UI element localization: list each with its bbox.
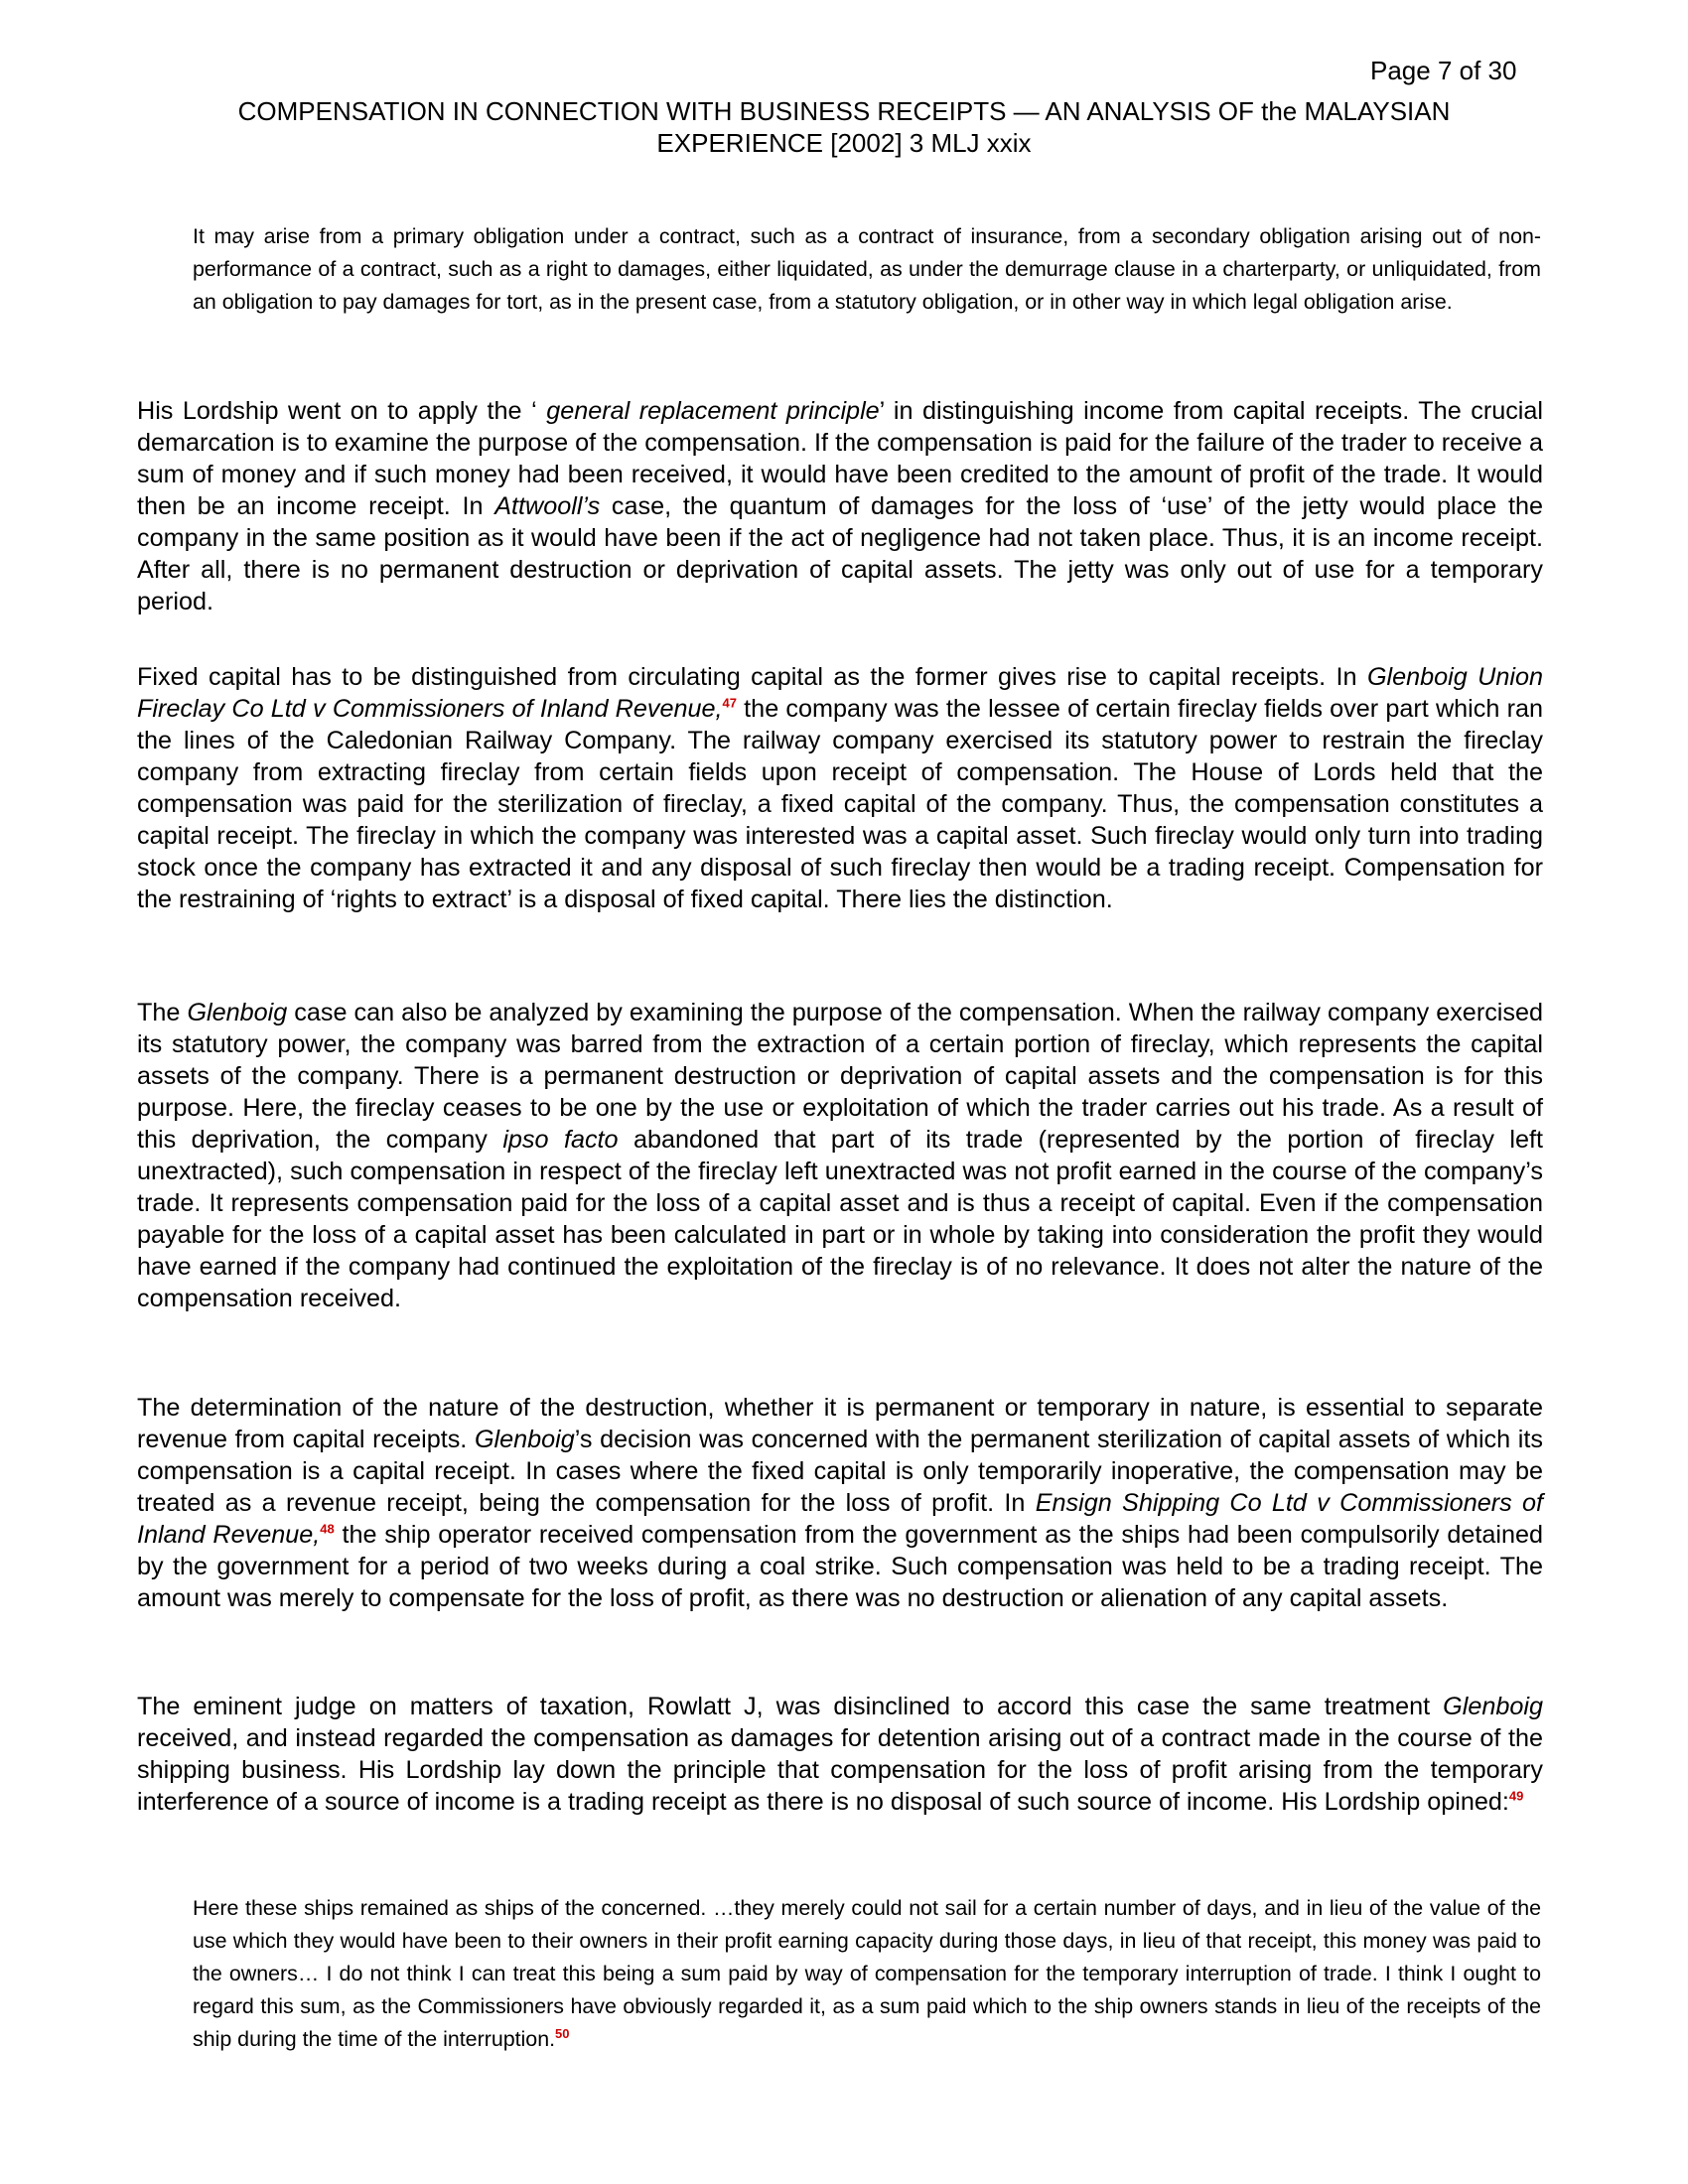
text-run: abandoned that part of its trade (represented by the portion of fireclay left unextracted), such compensation in respect of the fireclay left unextracted was not profit earned in the course of the company’s trade. It represents compensation paid for the loss of a capital asset and is thus a receipt of capital. Even if the compensation payable for the loss of a capital asset has been calculated in part or in whole by taking into consideration the profit they would have earned if the company had continued the exploitation of the fireclay is of no relevance. It does not alter the nature of the compensation received.: [137, 1126, 1544, 1312]
text-run: The: [137, 999, 188, 1026]
page-number: Page 7 of 30: [1370, 56, 1517, 85]
text-run: received, and instead regarded the compensation as damages for detention arising out of a contract made in the course of the shipping business. His Lordship lay down the principle that compensation for the loss of profit arising from the temporary interference of a source of income is a trading receipt as there is no disposal of such source of income. His Lordship opined:: [137, 1724, 1543, 1816]
paragraph-2: [137, 661, 1543, 915]
italic-term: general replacement principle: [546, 397, 880, 425]
paragraph-4: [137, 1392, 1543, 1614]
paragraph-3: [137, 997, 1543, 1314]
latin-term: ipso facto: [502, 1126, 619, 1154]
text-run: case can also be analyzed by examining the purpose of the compensation. When the railway company exercised its statutory power, the company was barred from the extraction of a certain portion of fireclay, which represents the capital assets of the company. There is a permanent destruction or deprivation of capital assets and the compensation is for this purpose. Here, the fireclay ceases to be one by the use or exploitation of which the trader carries out his trade. As a result of this deprivation, the company: [137, 999, 1544, 1154]
paragraph-5: [137, 1691, 1543, 1818]
block-quote-2: [193, 1892, 1541, 2056]
footnote-ref-50[interactable]: 50: [555, 2025, 570, 2041]
case-name: Ensign Shipping Co Ltd v Commissioners of Inland Revenue,: [137, 1489, 1544, 1549]
text-run: case, the quantum of damages for the loss of ‘use’ of the jetty would place the company in the same position as it would have been if the act of negligence had not taken place. Thus, it is an income receipt. After all, there is no permanent destruction or deprivation of capital assets. The jetty was only out of use for a temporary period.: [137, 492, 1543, 615]
text-run: the ship operator received compensation from the government as the ships had been compulsorily detained by the government for a period of two weeks during a coal strike. Such compensation was held to be a trading receipt. The amount was merely to compensate for the loss of profit, as there was no destruction or alienation of any capital assets.: [137, 1521, 1543, 1612]
footnote-ref-48[interactable]: 48: [320, 1521, 335, 1537]
text-run: the company was the lessee of certain fireclay fields over part which ran the lines of the Caledonian Railway Company. The railway company exercised its statutory power to restrain the fireclay company from extracting fireclay from certain fields upon receipt of compensation. The House of Lords held that the compensation was paid for the sterilization of fireclay, a fixed capital of the company. Thus, the compensation constitutes a capital receipt. The fireclay in which the company was interested was a capital asset. Such fireclay would only turn into trading stock once the company has extracted it and any disposal of such fireclay then would be a trading receipt. Compensation for the restraining of ‘rights to extract’ is a disposal of fixed capital. There lies the distinction.: [137, 695, 1543, 913]
block-quote-2-text: Here these ships remained as ships of the concerned. …they merely could not sail for a certain number of days, and in lieu of the value of the use which they would have been to their owners in their profit earning capacity during those days, in lieu of that receipt, this money was paid to the owners… I do not think I can treat this being a sum paid by way of compensation for the temporary interruption of trade. I think I ought to regard this sum, as the Commissioners have obviously regarded it, as a sum paid which to the ship owners stands in lieu of the receipts of the ship during the time of the interruption.: [193, 1896, 1541, 2051]
running-title: [169, 95, 1519, 159]
case-name: Glenboig: [187, 999, 288, 1026]
case-name: Glenboig Union Fireclay Co Ltd v Commissioners of Inland Revenue,: [137, 663, 1543, 723]
text-run: His Lordship went on to apply the ‘: [137, 397, 547, 425]
running-title-line-1: COMPENSATION IN CONNECTION WITH BUSINESS RECEIPTS — AN ANALYSIS OF the MALAYSIAN: [237, 96, 1451, 126]
footnote-ref-49[interactable]: 49: [1508, 1788, 1524, 1804]
block-quote-1-text: It may arise from a primary obligation under a contract, such as a contract of insurance, from a secondary obligation arising out of non-performance of a contract, such as a right to damages, either liquidated, as under the demurrage clause in a charterparty, or unliquidated, from an obligation to pay damages for tort, as in the present case, from a statutory obligation, or in other way in which legal obligation arise.: [193, 224, 1541, 314]
case-name: Glenboig: [1443, 1693, 1543, 1720]
text-run: ’ in distinguishing income from capital receipts. The crucial demarcation is to examine the purpose of the compensation. If the compensation is paid for the failure of the trader to receive a sum of money and if such money had been received, it would have been credited to the amount of profit of the trade. It would then be an income receipt. In: [137, 397, 1544, 520]
paragraph-1: [137, 395, 1543, 617]
footnote-ref-47[interactable]: 47: [722, 695, 737, 711]
text-run: The eminent judge on matters of taxation, Rowlatt J, was disinclined to accord this case the same treatment: [137, 1693, 1444, 1720]
text-run: Fixed capital has to be distinguished from circulating capital as the former gives rise to capital receipts. In: [137, 663, 1367, 691]
case-name: Glenboig: [474, 1426, 575, 1453]
running-title-line-2: EXPERIENCE [2002] 3 MLJ xxix: [656, 128, 1032, 158]
text-run: ’s decision was concerned with the permanent sterilization of capital assets of which its compensation is a capital receipt. In cases where the fixed capital is only temporarily inoperative, the compensation may be treated as a revenue receipt, being the compensation for the loss of profit. In: [137, 1426, 1543, 1517]
block-quote-1: [193, 220, 1541, 319]
case-name: Attwooll’s: [494, 492, 601, 520]
text-run: The determination of the nature of the destruction, whether it is permanent or temporary in nature, is essential to separate revenue from capital receipts.: [137, 1394, 1543, 1453]
